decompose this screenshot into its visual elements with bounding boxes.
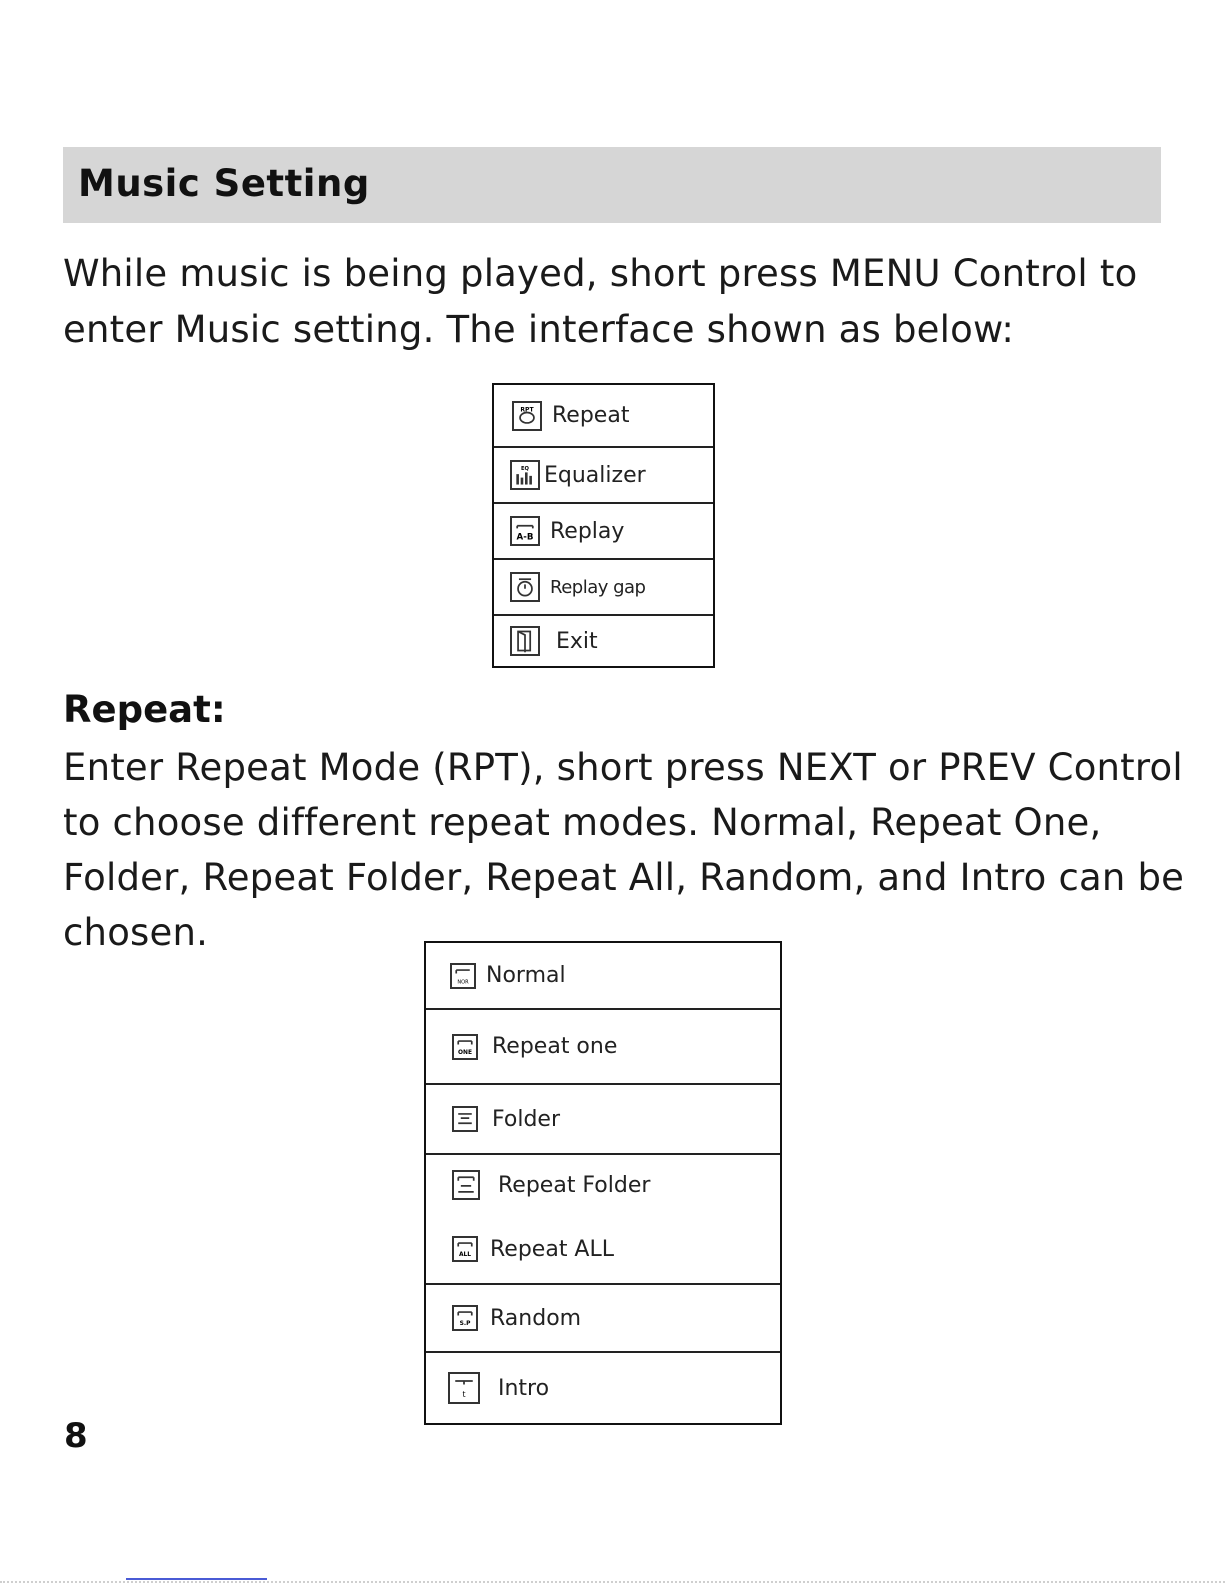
equalizer-icon (510, 460, 540, 490)
menu-item-label: Repeat (552, 403, 630, 428)
bottom-blue-mark (126, 1578, 267, 1580)
menu-item-replay-gap[interactable] (494, 558, 713, 614)
repeat-item-label: Intro (498, 1375, 550, 1401)
repeat-item-label: Repeat ALL (490, 1236, 614, 1262)
repeat-item-label: Repeat one (492, 1034, 618, 1059)
music-setting-menu (492, 383, 715, 668)
repeat-item-label: Normal (486, 963, 566, 988)
normal-mode-icon (450, 963, 476, 989)
section-header-bar (63, 147, 1161, 223)
repeat-item-label: Repeat Folder (498, 1172, 651, 1198)
repeat-item-random[interactable] (426, 1283, 780, 1351)
repeat-item-repeat-folder[interactable] (426, 1153, 780, 1215)
section-title: Music Setting (78, 162, 370, 205)
repeat-all-icon (452, 1236, 478, 1262)
stopwatch-icon (510, 572, 540, 602)
repeat-item-repeat-one[interactable] (426, 1008, 780, 1083)
svg-text:ONE: ONE (458, 1049, 472, 1056)
svg-text:NOR: NOR (457, 979, 469, 986)
bottom-dotted-rule (0, 1581, 1225, 1583)
svg-text:S.P: S.P (459, 1320, 471, 1327)
intro-paragraph: While music is being played, short press MENU Control to enter Music setting. The interface shown as below: (63, 252, 1138, 351)
repeat-folder-icon (452, 1170, 480, 1200)
repeat-item-repeat-all[interactable] (426, 1215, 780, 1283)
menu-item-label: Exit (556, 628, 598, 654)
repeat-item-label: Folder (492, 1106, 560, 1132)
svg-text:EQ: EQ (521, 465, 529, 472)
svg-text:RPT: RPT (520, 406, 534, 414)
page-number: 8 (64, 1416, 88, 1456)
menu-item-equalizer[interactable] (494, 446, 713, 502)
repeat-item-intro[interactable] (426, 1351, 780, 1423)
exit-door-icon (510, 626, 540, 656)
menu-item-exit[interactable] (494, 614, 713, 666)
menu-item-replay[interactable] (494, 502, 713, 558)
intro-icon (448, 1372, 480, 1404)
folder-mode-icon (452, 1106, 478, 1132)
svg-text:t: t (462, 1389, 466, 1399)
repeat-one-icon (452, 1034, 478, 1060)
repeat-icon (512, 401, 542, 431)
repeat-paragraph: Enter Repeat Mode (RPT), short press NEXT or PREV Control to choose different repeat modes. Normal, Repeat One, Folder, Repeat Folder, Repeat All, Random, and Intro can be chosen. (63, 746, 1185, 954)
repeat-mode-menu (424, 941, 782, 1425)
menu-item-label: Replay (550, 518, 625, 544)
svg-text:A-B: A-B (516, 532, 534, 543)
menu-item-repeat[interactable] (494, 385, 713, 446)
repeat-heading: Repeat: (63, 688, 226, 731)
repeat-item-label: Random (490, 1305, 582, 1331)
replay-ab-icon (510, 516, 540, 546)
repeat-item-folder[interactable] (426, 1083, 780, 1153)
random-icon (452, 1305, 478, 1331)
repeat-item-normal[interactable] (426, 943, 780, 1008)
menu-item-label: Equalizer (544, 462, 646, 488)
svg-text:ALL: ALL (458, 1251, 472, 1258)
menu-item-label: Replay gap (550, 576, 646, 598)
